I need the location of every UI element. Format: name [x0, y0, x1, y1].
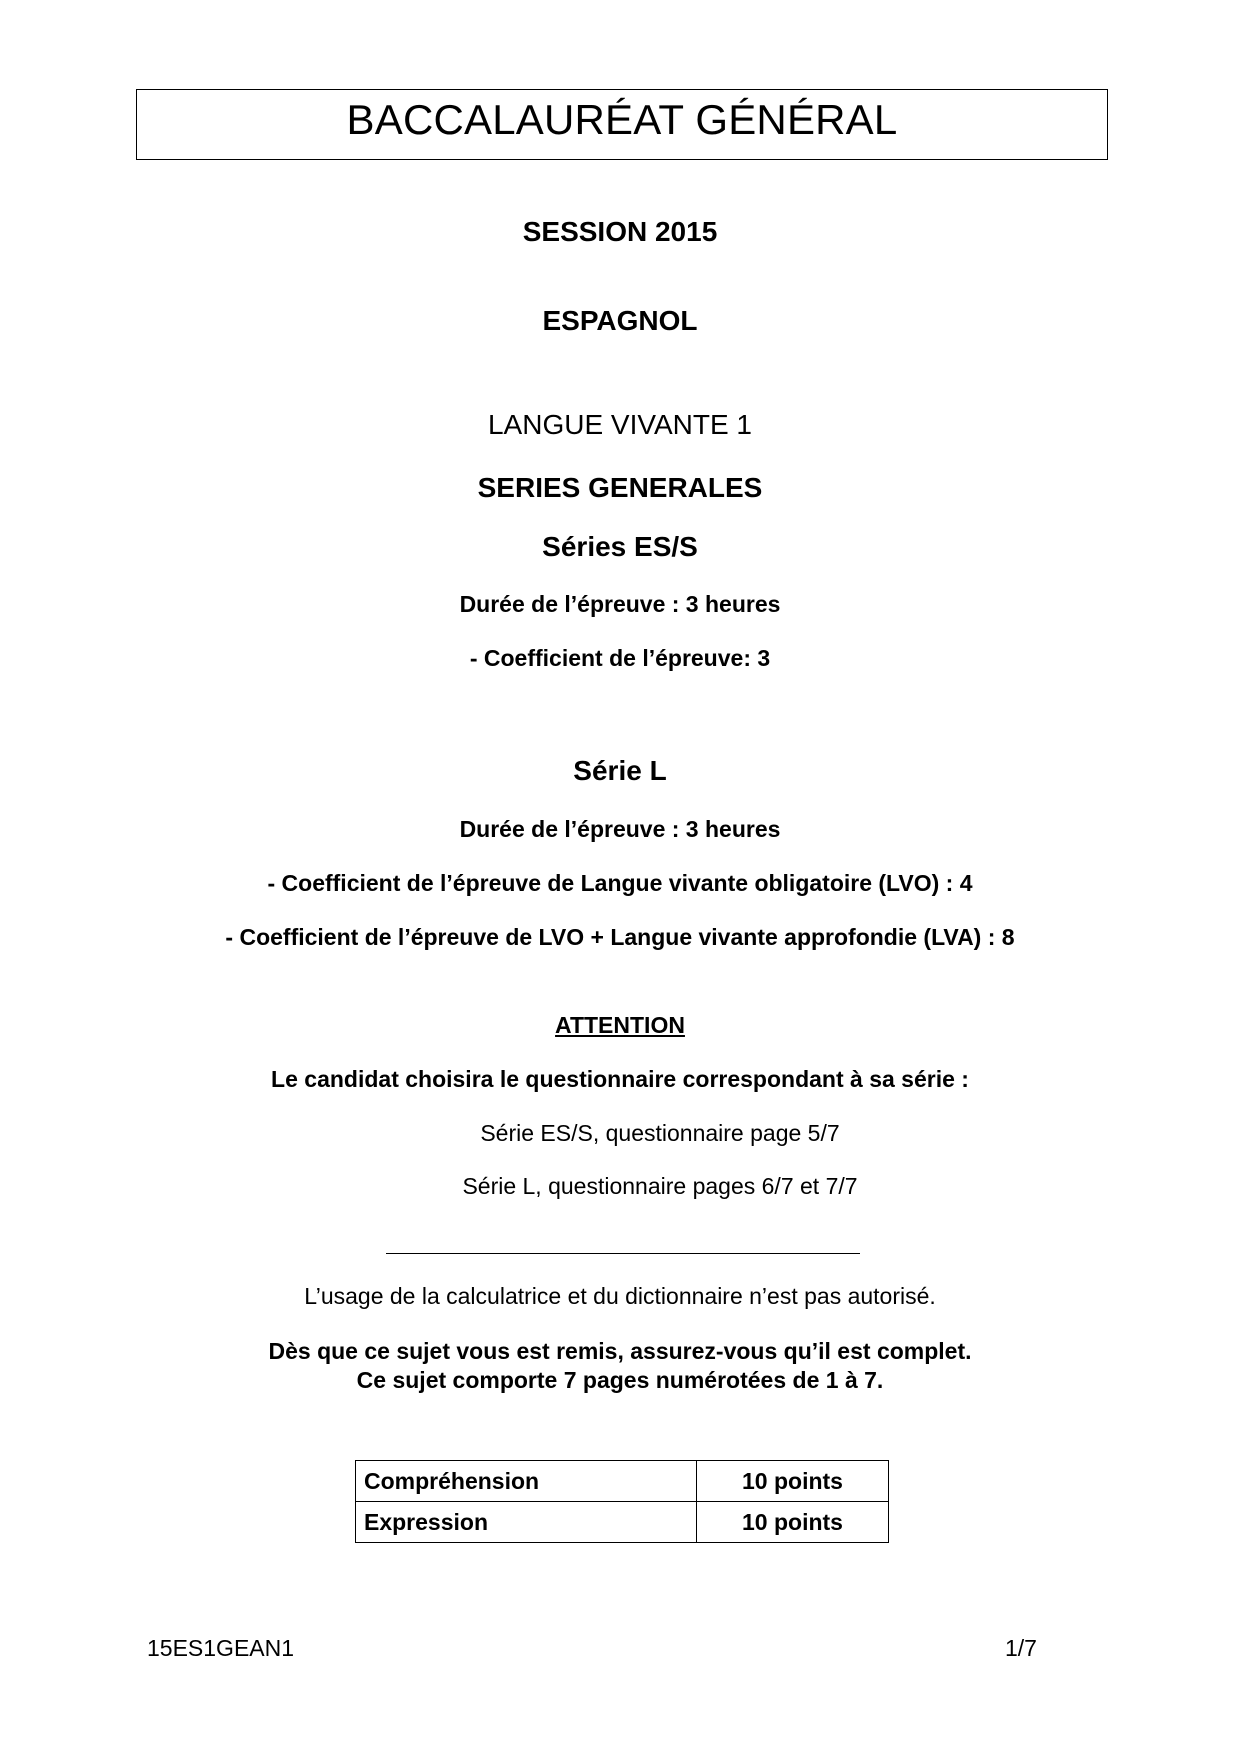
series-es-s-duration: Durée de l’épreuve : 3 heures [459, 591, 781, 617]
series-l-coefficient-lvo: - Coefficient de l’épreuve de Langue vivante obligatoire (LVO) : 4 [267, 870, 973, 896]
table-row [356, 1461, 889, 1502]
session-heading: SESSION 2015 [522, 216, 718, 247]
series-l-coefficient-lva: - Coefficient de l’épreuve de LVO + Langue vivante approfondie (LVA) : 8 [225, 924, 1015, 950]
language-level: LANGUE VIVANTE 1 [487, 409, 752, 440]
series-l-duration: Durée de l’épreuve : 3 heures [459, 816, 781, 842]
questionnaire-l: Série L, questionnaire pages 6/7 et 7/7 [462, 1173, 858, 1199]
scoring-part-label: Expression [356, 1502, 697, 1543]
series-es-s-heading: Séries ES/S [542, 531, 698, 562]
questionnaire-es-s: Série ES/S, questionnaire page 5/7 [480, 1120, 840, 1146]
separator-line [386, 1253, 860, 1254]
usage-note: L’usage de la calculatrice et du dictionnaire n’est pas autorisé. [304, 1283, 936, 1309]
footer-subject-code: 15ES1GEAN1 [147, 1635, 295, 1661]
table-row [356, 1502, 889, 1543]
page-count-note: Ce sujet comporte 7 pages numérotées de 1 à 7. [356, 1367, 884, 1393]
series-es-s-coefficient: - Coefficient de l’épreuve: 3 [469, 645, 771, 671]
completeness-note: Dès que ce sujet vous est remis, assurez-vous qu’il est complet. [268, 1338, 972, 1364]
scoring-part-label: Compréhension [356, 1461, 697, 1502]
series-l-heading: Série L [573, 755, 667, 786]
series-group-heading: SERIES GENERALES [477, 472, 763, 503]
footer-page-number: 1/7 [1005, 1635, 1037, 1661]
scoring-points-value: 10 points [697, 1502, 889, 1543]
document-title: BACCALAURÉAT GÉNÉRAL [346, 96, 898, 143]
title-box [136, 89, 1108, 160]
subject-heading: ESPAGNOL [542, 305, 698, 336]
questionnaire-instruction: Le candidat choisira le questionnaire correspondant à sa série : [271, 1066, 969, 1092]
scoring-points-value: 10 points [697, 1461, 889, 1502]
attention-heading: ATTENTION [555, 1012, 685, 1038]
scoring-table [355, 1460, 889, 1543]
